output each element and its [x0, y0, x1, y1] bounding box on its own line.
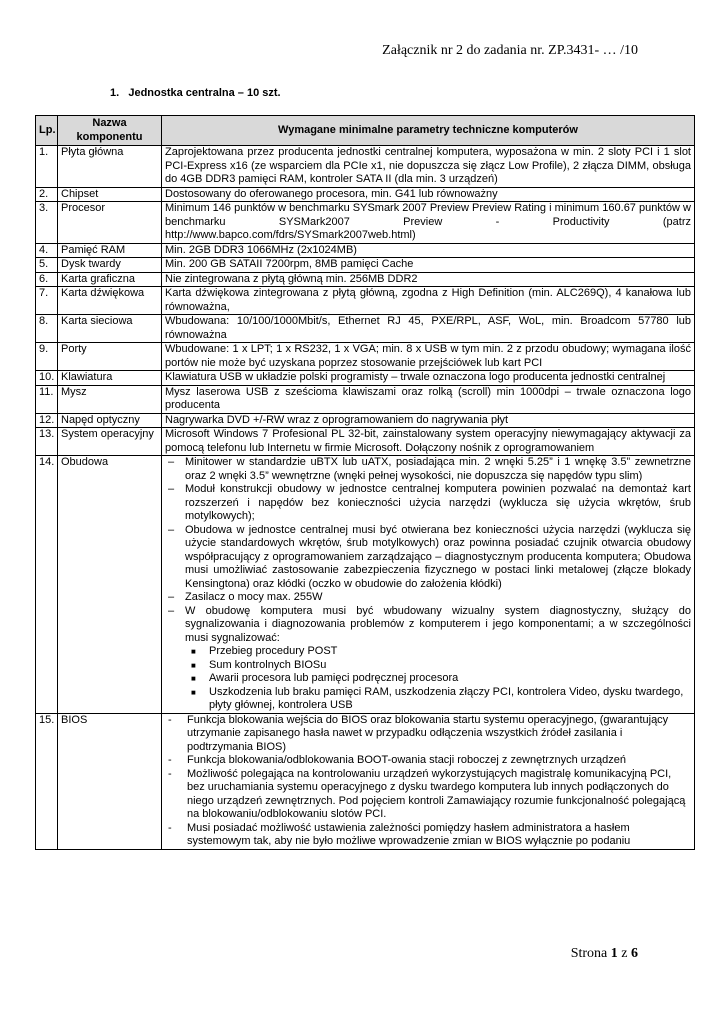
- row-lp: 7.: [36, 287, 58, 315]
- table-header-row: [36, 116, 695, 146]
- table-row: [36, 202, 695, 244]
- square-bullet-icon: ■: [191, 674, 196, 683]
- row-name: Karta graficzna: [58, 272, 162, 287]
- col-name-header: Nazwa komponentu: [58, 116, 162, 146]
- page-footer: Strona 1 z 6: [570, 946, 638, 961]
- row-name: BIOS: [58, 713, 162, 849]
- square-bullet-icon: ■: [191, 687, 196, 697]
- table-row: [36, 371, 695, 386]
- page-header: Załącznik nr 2 do zadania nr. ZP.3431- … /10: [382, 43, 638, 58]
- row-lp: 1.: [36, 146, 58, 188]
- page-number: 1: [610, 946, 618, 961]
- table-row-14: [36, 456, 695, 714]
- row-name: Pamięć RAM: [58, 243, 162, 258]
- list-item: – Obudowa w jednostce centralnej musi być otwierana bez konieczności użycia narzędzi (wyklucza się użycie standardowych wkrętów, śrub motylkowych) oraz powinna posiadać czujnik otwarcia obudowy współpracujący z oprogramowaniem zarządzająco – diagnostycznym producenta komputera; Obudowa musi umożliwiać zastosowanie zabezpieczenia fizycznego w postaci linki metalowej (złącze blokady Kensingtona) oraz kłódki (oczko w obudowie do założenia kłódki): [168, 523, 691, 590]
- row-lp: 10.: [36, 371, 58, 386]
- row-req: Wbudowane: 1 x LPT; 1 x RS232, 1 x VGA; min. 8 x USB w tym min. 2 z przodu obudowy; wymagana ilość portów nie może być uzyskana poprzez stosowanie przejściówek lub kart PCI: [162, 343, 695, 371]
- row-req: Minimum 146 punktów w benchmarku SYSmark 2007 Preview Preview Rating i minimum 160.67 punktów w benchmarku SYSMark2007 Preview - Productivity (patrz http://www.bapco.com/fdrs/SYSmark2007web.html): [162, 202, 695, 244]
- table-row-15: [36, 713, 695, 849]
- row-lp: 15.: [36, 713, 58, 849]
- table-row: [36, 385, 695, 413]
- row-name: Dysk twardy: [58, 258, 162, 273]
- list-item: - Możliwość polegająca na kontrolowaniu urządzeń wykorzystujących magistralę komunikacyjną PCI, bez uruchamiania systemu operacyjnego z dysku twardego komputera lub innych podłączonych do niego urządzeń zewnętrznych. Pod pojęciem kontroli Zamawiający rozumie funkcjonalność polegającą na blokowaniu/odblokowaniu slotów PCI.: [168, 767, 686, 820]
- table-row: [36, 315, 695, 343]
- requirements-table: [35, 115, 695, 850]
- row-name: Porty: [58, 343, 162, 371]
- row-lp: 3.: [36, 202, 58, 244]
- sublist-item: ■ Uszkodzenia lub braku pamięci RAM, uszkodzenia złączy PCI, kontrolera Video, dysku twardego, płyty głównej, kontrolera USB: [191, 685, 684, 711]
- page-total: 6: [631, 946, 638, 961]
- row-req: Wbudowana: 10/100/1000Mbit/s, Ethernet RJ 45, PXE/RPL, ASF, WoL, min. Broadcom 57780 lub równoważna: [162, 315, 695, 343]
- list-item: - Funkcja blokowania/odblokowania BOOT-owania stacji roboczej z zewnętrznych urządzeń: [168, 754, 627, 766]
- square-bullet-icon: ■: [191, 647, 196, 656]
- row-req: Dostosowany do oferowanego procesora, min. G41 lub równoważny: [162, 187, 695, 202]
- sublist-item: ■ Sum kontrolnych BIOSu: [191, 658, 327, 671]
- table-row: [36, 287, 695, 315]
- row-name: Procesor: [58, 202, 162, 244]
- row-req: Mysz laserowa USB z sześcioma klawiszami oraz rolką (scroll) min 1000dpi – trwale oznaczona logo producenta: [162, 385, 695, 413]
- row-req: Klawiatura USB w układzie polski programisty – trwale oznaczona logo producenta jednostki centralnej: [162, 371, 695, 386]
- row-lp: 5.: [36, 258, 58, 273]
- table-row: [36, 258, 695, 273]
- row-lp: 14.: [36, 456, 58, 714]
- row-name: Karta sieciowa: [58, 315, 162, 343]
- col-lp-header: Lp.: [36, 116, 58, 146]
- table-row: [36, 272, 695, 287]
- row-lp: 2.: [36, 187, 58, 202]
- col-req-header: Wymagane minimalne parametry techniczne komputerów: [162, 116, 695, 146]
- row-req: Microsoft Windows 7 Profesional PL 32-bit, zainstalowany system operacyjny niewymagający aktywacji za pomocą telefonu lub Internetu w firmie Microsoft. Dołączony nośnik z oprogramowaniem: [162, 428, 695, 456]
- row-name: Mysz: [58, 385, 162, 413]
- row-req: Karta dźwiękowa zintegrowana z płytą główną, zgodna z High Definition (min. ALC269Q), 4 kanałowa lub równoważna,: [162, 287, 695, 315]
- table-row: [36, 243, 695, 258]
- row-req: [162, 713, 695, 849]
- row-name: Obudowa: [58, 456, 162, 714]
- row-lp: 6.: [36, 272, 58, 287]
- square-bullet-icon: ■: [191, 660, 196, 670]
- table-row: [36, 187, 695, 202]
- table-row: [36, 428, 695, 456]
- row-lp: 9.: [36, 343, 58, 371]
- row-lp: 4.: [36, 243, 58, 258]
- row-name: Płyta główna: [58, 146, 162, 188]
- row-req: Zaprojektowana przez producenta jednostki centralnej komputera, wyposażona w min. 2 sloty PCI i 1 slot PCI-Express x16 (ze wsparciem dla PCIe x1, nie dopuszcza się złącz Low Profile), 2 złącza DIMM, obsługa do 4GB DDR3 pamięci RAM, kontroler SATA II (dla min. 3 urządzeń): [162, 146, 695, 188]
- row-req: Nie zintegrowana z płytą główną min. 256MB DDR2: [162, 272, 695, 287]
- row-req: Min. 200 GB SATAII 7200rpm, 8MB pamięci Cache: [162, 258, 695, 273]
- row-req: [162, 456, 695, 714]
- sublist-item: ■ Przebieg procedury POST: [191, 645, 338, 657]
- table-row: [36, 343, 695, 371]
- sublist-item: ■ Awarii procesora lub pamięci podręcznej procesora: [191, 672, 459, 684]
- row-lp: 12.: [36, 413, 58, 428]
- table-row: [36, 413, 695, 428]
- row-name: Chipset: [58, 187, 162, 202]
- bios-list: [165, 714, 691, 849]
- table-row: [36, 146, 695, 188]
- section-title: 1. Jednostka centralna – 10 szt.: [110, 87, 281, 99]
- row-name: Karta dźwiękowa: [58, 287, 162, 315]
- row-req: Nagrywarka DVD +/-RW wraz z oprogramowaniem do nagrywania płyt: [162, 413, 695, 428]
- row-name: System operacyjny: [58, 428, 162, 456]
- list-item: - Musi posiadać możliwość ustawienia zależności pomiędzy hasłem administratora a hasłem systemowym tak, aby nie było możliwe wprowadzenie zmian w BIOS wyłącznie po podaniu: [168, 821, 631, 847]
- row-name: Napęd optyczny: [58, 413, 162, 428]
- diagnostic-sublist: [165, 645, 691, 713]
- row-lp: 8.: [36, 315, 58, 343]
- list-item: – W obudowę komputera musi być wbudowany wizualny system diagnostyczny, służący do sygnalizowania i diagnozowania problemów z komputerem i jego komponentami; a w szczególności musi sygnalizować:: [168, 604, 691, 644]
- list-item: – Moduł konstrukcji obudowy w jednostce centralnej komputera powinien pozwalać na demontaż kart rozszerzeń i napędów bez konieczności użycia narzędzi (wyklucza się użycia wkrętów, śrub motylkowych);: [168, 483, 691, 522]
- list-item: – Zasilacz o mocy max. 255W: [168, 591, 323, 603]
- row-lp: 13.: [36, 428, 58, 456]
- list-item: - Funkcja blokowania wejścia do BIOS oraz blokowania startu systemu operacyjnego, (gwarantujący utrzymanie zapisanego hasła nawet w przypadku odłączenia wszystkich źródeł zasilania i podtrzymania BIOS): [168, 713, 669, 753]
- obudowa-list: [165, 456, 691, 645]
- row-lp: 11.: [36, 385, 58, 413]
- row-name: Klawiatura: [58, 371, 162, 386]
- list-item: – Minitower w standardzie uBTX lub uATX, posiadająca min. 2 wnęki 5.25” i 1 wnękę 3.5” zewnetrzne oraz 2 wnęki 3.5” wewnętrzne (wnęki pełnej wysokości, nie dopuszcza się napędów typu slim): [168, 456, 691, 482]
- row-req: Min. 2GB DDR3 1066MHz (2x1024MB): [162, 243, 695, 258]
- table-body: [36, 146, 695, 850]
